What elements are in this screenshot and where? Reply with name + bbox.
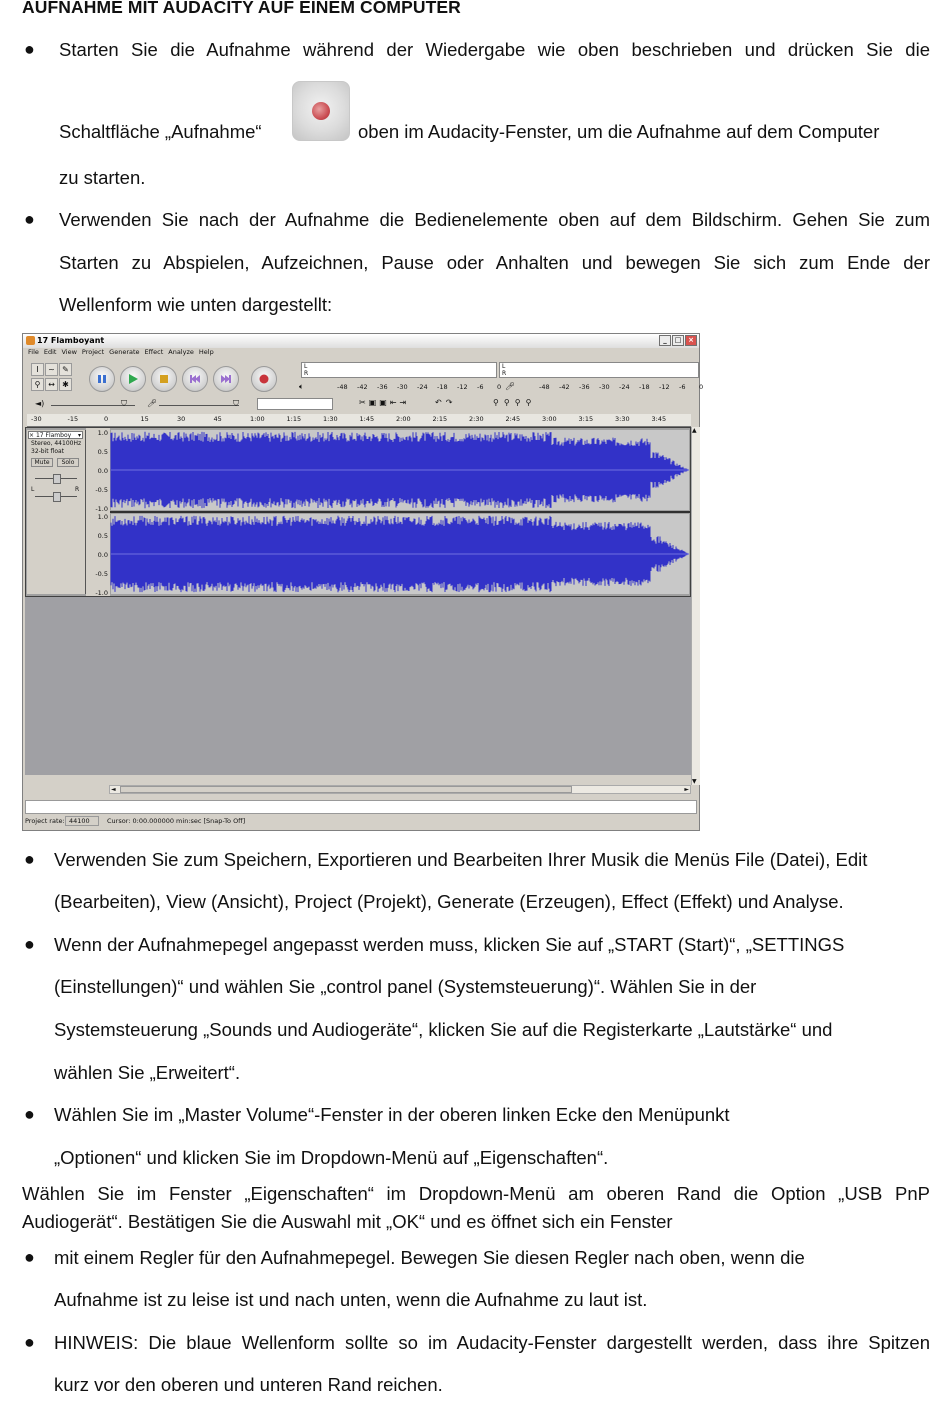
ruler-tick-label: 1:45: [359, 415, 375, 423]
meter-scale-tick: -12: [659, 383, 670, 391]
stop-button[interactable]: [151, 366, 177, 392]
meter-channel-r: R: [304, 370, 309, 377]
amplitude-tick-label: 0.0: [97, 551, 108, 559]
menu-view[interactable]: View: [61, 348, 77, 356]
channel-divider: [110, 511, 690, 513]
track-format: Stereo, 44100Hz: [31, 440, 82, 447]
bullet: ●: [24, 39, 35, 59]
meter-scale-tick: -12: [457, 383, 468, 391]
edit-buttons-icon[interactable]: ✂▣▣⇤⇥: [359, 398, 410, 407]
menu-project[interactable]: Project: [81, 348, 105, 356]
para2-line1: Verwenden Sie nach der Aufnahme die Bedienelemente oben auf dem Bildschirm. Gehen Sie zum: [59, 209, 930, 230]
scroll-left-icon[interactable]: ◄: [111, 786, 116, 793]
maximize-icon[interactable]: □: [672, 335, 684, 346]
pause-icon: [97, 374, 107, 384]
record-button[interactable]: [251, 366, 277, 392]
slider-thumb-icon[interactable]: [53, 474, 61, 484]
amplitude-scale: [86, 428, 110, 596]
zoom-buttons-icon[interactable]: ⚲⚲⚲⚲: [493, 398, 537, 407]
horizontal-scrollbar[interactable]: [109, 785, 691, 794]
pause-button[interactable]: [89, 366, 115, 392]
skip-end-button[interactable]: [213, 366, 239, 392]
microphone-icon[interactable]: 🎤︎: [505, 382, 516, 391]
amplitude-tick-label: 1.0: [97, 429, 108, 437]
envelope-tool-icon[interactable]: ~: [45, 363, 58, 376]
ruler-tick-label: 1:00: [250, 415, 265, 423]
para8-line2: kurz vor den oberen und unteren Rand reichen.: [54, 1374, 443, 1395]
status-bar: [25, 800, 697, 814]
meter-scale-tick: -18: [639, 383, 650, 391]
track-name: 17 Flamboy: [35, 432, 72, 439]
volume-icon: ◄): [35, 399, 45, 408]
para2-line2: Starten zu Abspielen, Aufzeichnen, Pause oder Anhalten und bewegen Sie sich zum Ende der: [59, 252, 930, 273]
para3-line1: Verwenden Sie zum Speichern, Exportieren und Bearbeiten Ihrer Musik die Menüs File (Datei), Edit: [54, 849, 868, 870]
ruler-tick-label: 3:30: [615, 415, 630, 423]
waveform-right-channel[interactable]: [111, 514, 689, 594]
amplitude-tick-label: -0.5: [95, 570, 108, 578]
skip-start-icon: [190, 374, 200, 384]
mute-button[interactable]: Mute: [31, 458, 53, 467]
meter-channel-l: L: [304, 363, 308, 370]
vertical-scrollbar[interactable]: [691, 427, 700, 785]
timeline-ruler[interactable]: [27, 414, 691, 427]
project-rate-field[interactable]: 44100: [65, 816, 99, 826]
meter-scale-tick: -24: [619, 383, 630, 391]
scroll-up-icon[interactable]: ▲: [692, 427, 697, 434]
input-mic-icon: 🎤︎: [147, 399, 158, 408]
meter-scale-tick: -30: [397, 383, 408, 391]
para5-line2: „Optionen“ und klicken Sie im Dropdown-Menü auf „Eigenschaften“.: [54, 1147, 609, 1168]
zoom-tool-icon[interactable]: ⚲: [31, 378, 44, 391]
ruler-tick-label: 1:15: [286, 415, 302, 423]
meter-scale-tick: -42: [357, 383, 368, 391]
para1-line2b: oben im Audacity-Fenster, um die Aufnahme auf dem Computer: [358, 121, 880, 142]
amplitude-tick-label: 1.0: [97, 513, 108, 521]
amplitude-tick-label: -1.0: [95, 505, 108, 513]
ruler-tick-label: 1:30: [323, 415, 338, 423]
menu-effect[interactable]: Effect: [144, 348, 164, 356]
meter-channel-l: L: [502, 363, 506, 370]
para4-line2: (Einstellungen)“ und wählen Sie „control panel (Systemsteuerung)“. Wählen Sie in der: [54, 976, 757, 997]
menu-edit[interactable]: Edit: [43, 348, 57, 356]
bullet: ●: [24, 1104, 35, 1124]
para1-line3: zu starten.: [59, 167, 146, 188]
para3-line2: (Bearbeiten), View (Ansicht), Project (Projekt), Generate (Erzeugen), Effect (Effekt) und Analyse.: [54, 891, 844, 912]
scrollbar-thumb[interactable]: [120, 786, 572, 793]
meter-scale-tick: -24: [417, 383, 428, 391]
ruler-tick-label: 2:15: [432, 415, 448, 423]
skip-end-icon: [221, 374, 231, 384]
slider-thumb-icon[interactable]: ⛉: [121, 399, 127, 408]
menu-generate[interactable]: Generate: [109, 348, 140, 356]
bullet: ●: [24, 849, 35, 869]
selection-tool-icon[interactable]: I: [31, 363, 44, 376]
amplitude-tick-label: -1.0: [95, 589, 108, 597]
audacity-window: [22, 333, 704, 831]
slider-thumb-icon[interactable]: [53, 492, 61, 502]
ruler-tick-label: -30: [31, 415, 42, 423]
document-heading: AUFNAHME MIT AUDACITY AUF EINEM COMPUTER: [22, 0, 461, 17]
draw-tool-icon[interactable]: ✎: [59, 363, 72, 376]
para5-line1: Wählen Sie im „Master Volume“-Fenster in der oberen linken Ecke den Menüpunkt: [54, 1104, 730, 1125]
meter-scale-tick: -6: [477, 383, 484, 391]
meter-scale-tick: -30: [599, 383, 610, 391]
track-close-icon[interactable]: ×: [29, 432, 35, 439]
meter-scale-tick: -48: [539, 383, 550, 391]
ruler-tick-label: -15: [67, 415, 79, 423]
speaker-icon[interactable]: 🔈︎: [299, 382, 304, 391]
waveform-left-channel[interactable]: [111, 430, 689, 510]
para8-line1: HINWEIS: Die blaue Wellenform sollte so im Audacity-Fenster dargestellt werden, dass ihre Spitzen: [54, 1332, 930, 1353]
playback-meter: [301, 362, 497, 378]
edit-toolbar: [29, 398, 689, 412]
meter-scale-tick: -18: [437, 383, 448, 391]
ruler-tick-label: 15: [140, 415, 149, 423]
amplitude-tick-label: -0.5: [95, 486, 108, 494]
solo-button[interactable]: Solo: [57, 458, 79, 467]
record-button-icon: [292, 81, 350, 141]
track-control-panel: [27, 430, 86, 594]
ruler-tick-label: 30: [177, 415, 186, 423]
meter-scale-tick: 0: [497, 383, 502, 391]
meter-scale-tick: -42: [559, 383, 570, 391]
ruler-tick-label: 0: [104, 415, 109, 423]
para4-line1: Wenn der Aufnahmepegel angepasst werden muss, klicken Sie auf „START (Start)“, „SETTINGS: [54, 934, 845, 955]
cursor-position: Cursor: 0:00.000000 min:sec [Snap-To Off]: [107, 817, 246, 825]
para4-line3: Systemsteuerung „Sounds und Audiogeräte“, klicken Sie auf die Registerkarte „Lautstärke“ und: [54, 1019, 833, 1040]
para6-line2: Audiogerät“. Bestätigen Sie die Auswahl mit „OK“ und es öffnet sich ein Fenster: [22, 1211, 673, 1232]
pan-right-label: R: [75, 486, 80, 493]
dropdown-arrow-icon: ▾: [77, 432, 81, 439]
track-bits: 32-bit float: [31, 448, 65, 455]
pan-left-label: L: [31, 486, 35, 493]
menu-analyze[interactable]: Analyze: [168, 348, 194, 356]
scroll-right-icon[interactable]: ►: [684, 786, 689, 793]
para7-line1: mit einem Regler für den Aufnahmepegel. Bewegen Sie diesen Regler nach oben, wenn die: [54, 1247, 805, 1268]
close-icon[interactable]: ×: [685, 335, 697, 346]
meter-scale-tick: 0: [699, 383, 704, 391]
audacity-titlebar: [23, 334, 699, 348]
undo-redo-icon[interactable]: ↶↷: [435, 398, 457, 407]
ruler-tick-label: 3:45: [651, 415, 667, 423]
menu-file[interactable]: File: [28, 348, 39, 356]
ruler-tick-label: 2:45: [505, 415, 521, 423]
bullet: ●: [24, 1332, 35, 1352]
ruler-tick-label: 3:00: [542, 415, 557, 423]
slider-thumb-icon[interactable]: ⛉: [233, 399, 239, 408]
meter-scale-tick: -36: [377, 383, 388, 391]
timeshift-tool-icon[interactable]: ↔: [45, 378, 58, 391]
meter-channel-r: R: [502, 370, 507, 377]
amplitude-tick-label: 0.0: [97, 467, 108, 475]
recording-meter: [499, 362, 699, 378]
bullet: ●: [24, 934, 35, 954]
meter-scale-tick: -48: [337, 383, 348, 391]
audacity-window-title: 17 Flamboyant: [37, 336, 105, 345]
meter-scale-tick: -6: [679, 383, 686, 391]
amplitude-tick-label: 0.5: [97, 448, 108, 456]
project-rate-label: Project rate:: [25, 817, 65, 825]
para2-line3: Wellenform wie unten dargestellt:: [59, 294, 333, 315]
ruler-tick-label: 3:15: [578, 415, 594, 423]
amplitude-tick-label: 0.5: [97, 532, 108, 540]
minimize-icon[interactable]: _: [659, 335, 671, 346]
audacity-app-icon: [26, 336, 35, 345]
status-line: [25, 816, 697, 828]
record-icon: [259, 374, 269, 384]
scroll-down-icon[interactable]: ▼: [692, 778, 697, 785]
track-area: [25, 427, 691, 597]
para1-line2a: Schaltfläche „Aufnahme“: [59, 121, 262, 142]
menu-help[interactable]: Help: [198, 348, 214, 356]
skip-start-button[interactable]: [182, 366, 208, 392]
para1-line1: Starten Sie die Aufnahme während der Wiedergabe wie oben beschrieben und drücken Sie die: [59, 39, 930, 60]
para6-line1: Wählen Sie im Fenster „Eigenschaften“ im Dropdown-Menü am oberen Rand die Option „USB PnP: [22, 1183, 930, 1204]
ruler-tick-label: 2:00: [396, 415, 411, 423]
track-name-dropdown[interactable]: [28, 431, 83, 439]
para4-line4: wählen Sie „Erweitert“.: [54, 1062, 241, 1083]
play-icon: [128, 374, 138, 384]
meter-scale-tick: -36: [579, 383, 590, 391]
play-button[interactable]: [120, 366, 146, 392]
ruler-tick-label: 45: [213, 415, 222, 423]
audacity-menubar: [23, 348, 699, 359]
stop-icon: [159, 374, 169, 384]
para7-line2: Aufnahme ist zu leise ist und nach unten, wenn die Aufnahme zu laut ist.: [54, 1289, 648, 1310]
bullet: ●: [24, 209, 35, 229]
bullet: ●: [24, 1247, 35, 1267]
input-volume-slider[interactable]: [159, 405, 239, 406]
empty-track-area: [25, 597, 691, 775]
input-source-select[interactable]: [257, 398, 333, 410]
ruler-tick-label: 2:30: [469, 415, 484, 423]
multi-tool-icon[interactable]: ✱: [59, 378, 72, 391]
